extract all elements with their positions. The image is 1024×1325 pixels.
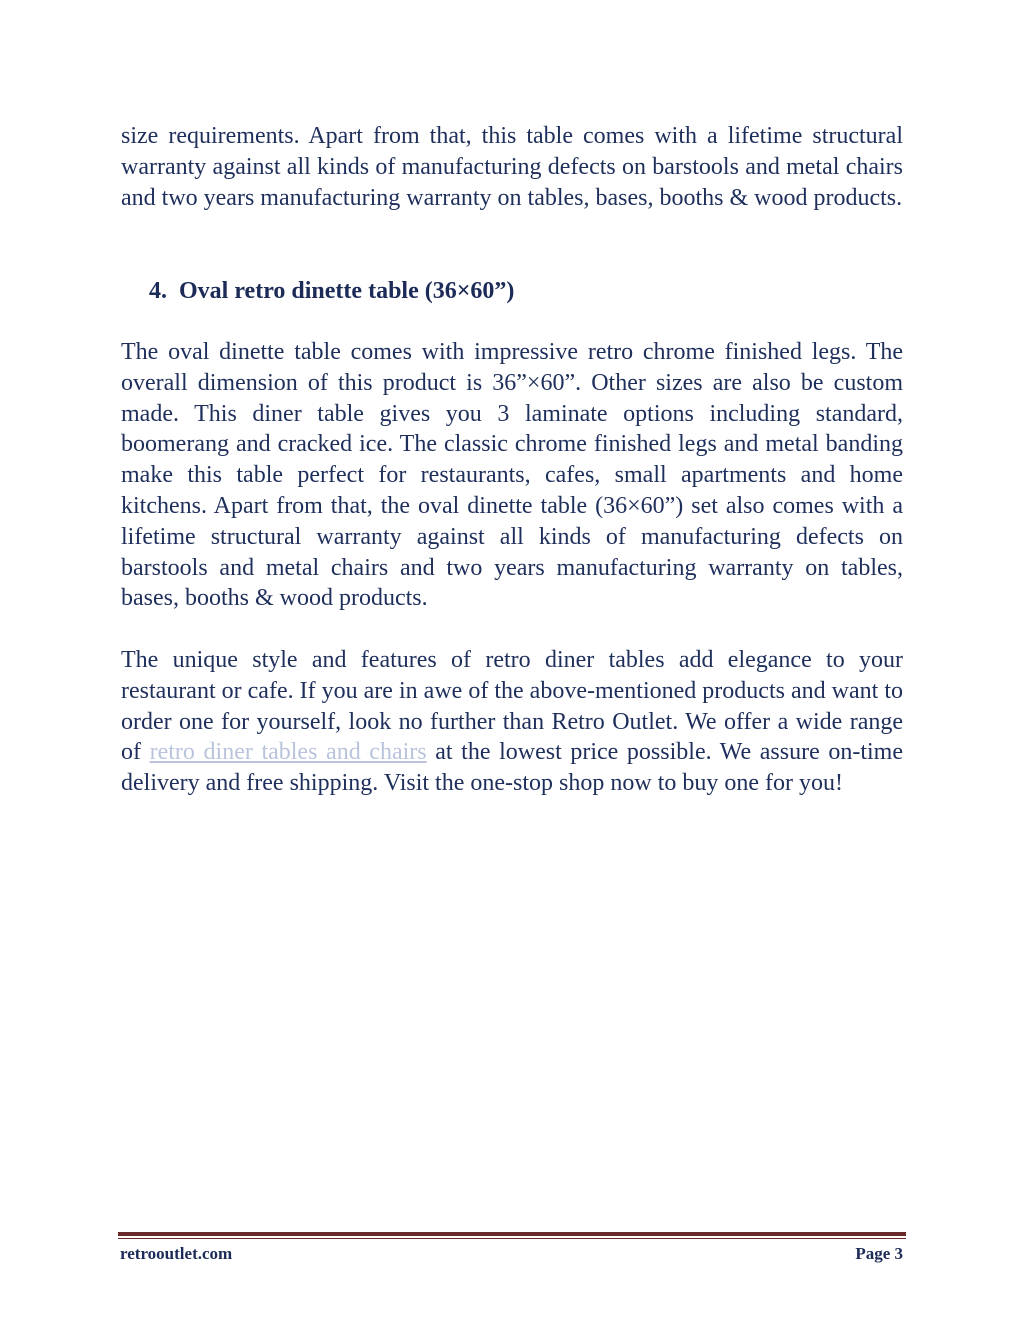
retro-diner-tables-link[interactable]: retro diner tables and chairs [149, 739, 427, 766]
heading-text: Oval retro dinette table (36×60”) [179, 278, 515, 304]
conclusion-text-before: The unique style and features of retro diner tables add elegance to your restaurant or cafe. If you are in awe of the above-mentioned products and want to order one for yourself, look no further than Retro Outlet. We offer a wide range of [121, 647, 903, 766]
conclusion-text-after: at the lowest price possible. We assure on-time delivery and free shipping. Visit the one-stop shop now to buy one for you! [121, 739, 903, 797]
document-page [121, 0, 903, 1325]
footer-site: retrooutlet.com [120, 1244, 233, 1263]
footer-page-number: Page 3 [855, 1244, 903, 1263]
section-heading [149, 276, 514, 306]
heading-number: 4. [149, 278, 167, 304]
paragraph-oval-table: The oval dinette table comes with impressive retro chrome finished legs. The overall dimension of this product is 36”×60”. Other sizes are also be custom made. This diner table gives you 3 laminate options including standard, boomerang and cracked ice. The classic chrome finished legs and metal banding make this table perfect for restaurants, cafes, small apartments and home kitchens. Apart from that, the oval dinette table (36×60”) set also comes with a lifetime structural warranty against all kinds of manufacturing defects on barstools and metal chairs and two years manufacturing warranty on tables, bases, booths & wood products. [121, 339, 903, 612]
paragraph-conclusion [121, 645, 903, 799]
footer-rule-thin [118, 1238, 906, 1239]
footer-rule-thick [118, 1232, 906, 1236]
paragraph-warranty-continued: size requirements. Apart from that, this table comes with a lifetime structural warranty against all kinds of manufacturing defects on barstools and metal chairs and two years manufacturing warranty on tables, bases, booths & wood products. [121, 123, 903, 211]
